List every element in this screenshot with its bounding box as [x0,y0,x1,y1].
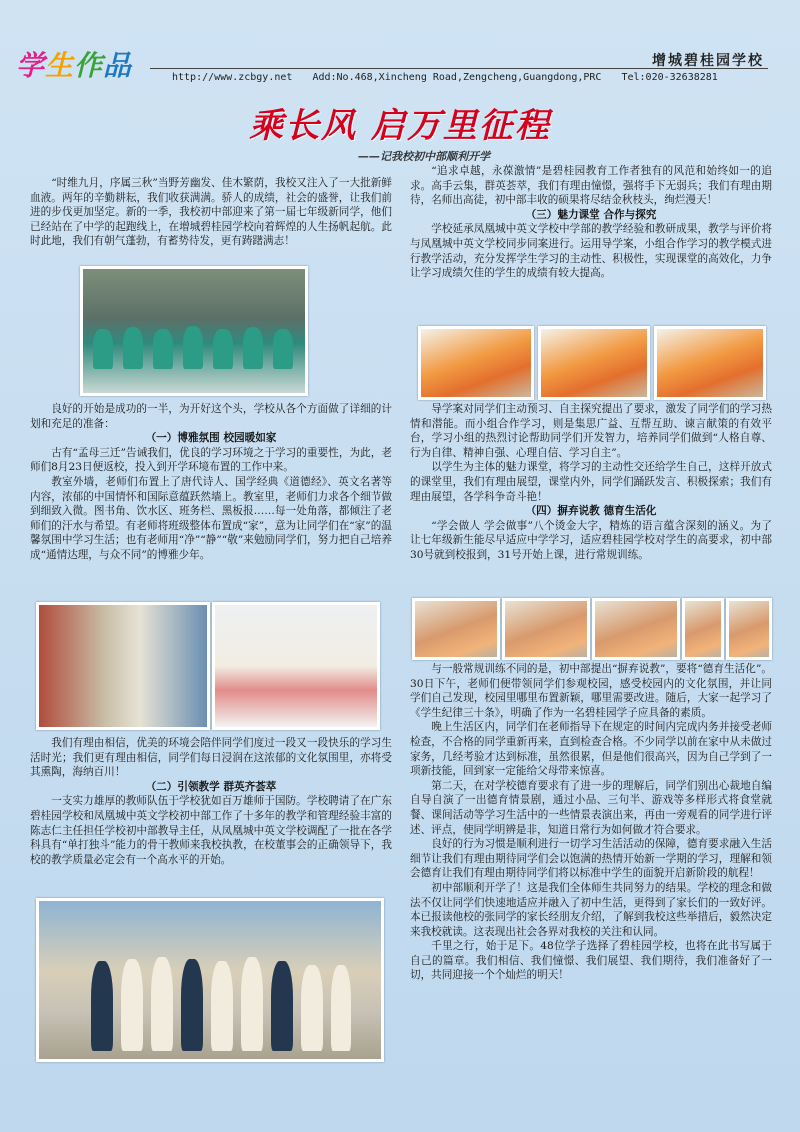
photo-activity-4 [682,598,724,660]
left-intro [30,176,392,249]
page-title: 乘长风 启万里征程 [249,106,551,146]
paragraph: “时维九月，序属三秋”当野芳幽发、佳木繁荫，我校又注入了一大批新鲜血液。两年的辛勤耕耘，我们收获满满。骄人的成绩，社会的盛誉，让我们前进的步伐更加坚定。新的一季，我校初中部迎来了第一届七年级新同学，他们已经站在了中学的起跑线上，在增城碧桂园学校向着辉煌的人生扬帆起航。此时此地，我们有朝气蓬勃，有蓄势待发，更有踌躇满志！ [30,177,392,248]
school-name: 增城碧桂园学校 [652,53,764,69]
paragraph: 一支实力雄厚的教师队伍于学校犹如百万雄师于国防。学校聘请了在广东碧桂园学校和凤凰城中英文学校初中部工作了十多年的教学和管理经验丰富的陈志仁主任担任学校初中部教导主任，从凤凰城中英文学校调配了一批在各学科具有“单打独斗”能力的骨干教师来我校执教，在校董事会的正确领导下，我校的教学质量必定会有一个高水平的开始。 [30,795,392,866]
section-heading: （四）摒弃说教 德育生活化 [525,505,657,518]
photo-lesson-1 [418,326,534,400]
section-heading: （一）博雅氛围 校园暖如家 [145,432,277,445]
photo-activity-2 [502,598,590,660]
paragraph: “学会做人 学会做事”八个烫金大字，精炼的语言蕴含深刻的涵义。为了让七年级新生能尽早适应中学学习，适应碧桂园学校对学生的高要求，初中部30号就到校报到，31号开始上课，进行常规训练。 [410,519,772,561]
photo-corridor [36,602,210,730]
paragraph: 以学生为主体的魅力课堂，将学习的主动性交还给学生自己，这样开放式的课堂里，我们有理由展望，课堂内外，同学们踊跃发言、积极探索；我们有理由展望，各学科争奇斗艳！ [410,461,772,503]
paragraph: 千里之行，始于足下。48位学子选择了碧桂园学校，也将在此书写属于自己的篇章。我们相信、我们憧憬、我们展望、我们期待，我们准备好了一切，共同迎接一个个灿烂的明天！ [410,940,772,982]
photo-teachers [36,898,384,1062]
left-section-one [30,402,392,563]
header-divider [150,68,768,69]
photo-image [83,269,305,393]
paragraph: “追求卓越，永葆激情”是碧桂园教育工作者独有的风范和始终如一的追求。高手云集，群英荟萃，我们有理由憧憬，强将手下无弱兵；我们有理由期待，名师出高徒，初中部丰收的硕果将尽结金秋枝头，绚烂漫天！ [410,165,772,207]
photo-image [505,601,587,657]
contact-line [172,72,718,83]
paragraph: 晚上生活区内，同学们在老师指导下在规定的时间内完成内务并接受老师检查，不合格的同学重新再来，直到检查合格。不少同学以前在家中从未做过家务，几经考验才达到标准，虽然很累，但是他们很高兴，因为自己学到了一项新技能，回到家一定能给父母带来惊喜。 [410,721,772,778]
photo-image [729,601,769,657]
paragraph: 初中部顺利开学了！这是我们全体师生共同努力的结果。学校的理念和做法不仅让同学们快速地适应并融入了初中生活，更得到了家长们的一致好评。本已报读他校的张同学的家长经朋友介绍，了解到我校这些举措后，毅然决定来我校就读。这表现出社会各界对我校的关注和认同。 [410,881,772,938]
photo-image [541,329,647,397]
page-subtitle: ——记我校初中部顺利开学 [358,150,490,163]
paragraph: 良好的行为习惯是顺利进行一切学习生活活动的保障，德育要求融入生活细节让我们有理由期待同学们会以饱满的热情开始新一学期的学习，理解和领会德育让我们有理由期待同学们将以标准中学生的面貌开启新阶段的航程！ [410,838,772,880]
paragraph: 与一般常规训练不同的是，初中部提出“摒弃说教”，要将“德育生活化”。30日下午，老师们便带领同学们参观校园，感受校园内的文化氛围，并让同学们自己发现，校园里哪里布置新颖，哪里需要改进。随后，大家一起学习了《学生纪律三十条》，明确了作为一名碧桂园学子应具备的素质。 [410,663,772,719]
section-heading: （三）魅力课堂 合作与探究 [525,208,657,221]
column-logo: 学生作品 [16,49,133,82]
paragraph: 导学案对同学们主动预习、自主探究提出了要求，激发了同学们的学习热情和潜能。而小组合作学习，则是集思广益、互帮互助、谏言献策的有效平台，学习小组的热烈讨论帮助同学们开发智力，培养同学们做到“人格自尊、行为自律、精神自强、心理自信、学习自主”。 [410,403,772,459]
photo-image [657,329,763,397]
photo-assembly [80,266,308,396]
photo-image [39,605,207,727]
paragraph: 良好的开始是成功的一半，为开好这个头，学校从各个方面做了详细的计划和充足的准备： [30,403,392,430]
paragraph: 古有“孟母三迁”告诫我们，优良的学习环境之于学习的重要性，为此，老师们8月23日便返校，投入到开学环境布置的工作中来。 [30,446,392,474]
photo-lesson-3 [654,326,766,400]
paragraph: 教室外墙，老师们布置上了唐代诗人、国学经典《道德经》、英文名著等内容，浓郁的中国情怀和国际意蕴跃然墙上。教室里，老师们力求各个细节做到细致入微。图书角、饮水区、班务栏、黑板报……每一处角落，都倾注了老师们的汗水与希望。有老师将班级整体布置成“家”，意为让同学们在“家”的温馨氛围中学习生活；也有老师用“净”“静”“敬”来勉励同学们，努力把自己培养成“通情达理，与众不同”的博雅少年。 [30,475,392,561]
photo-lesson-2 [538,326,650,400]
paragraph: 我们有理由相信，优美的环境会陪伴同学们度过一段又一段快乐的学习生活时光；我们更有理由相信，同学们每日浸润在这浓郁的文化氛围里，亦将受其熏陶，海纳百川！ [30,737,392,779]
paragraph: 第二天，在对学校德育要求有了进一步的理解后，同学们别出心裁地自编自导自演了一出德育情景剧，通过小品、三句半、游戏等多样形式将食堂就餐、课间活动等学习生活中的一些情景表演出来，再由一旁观看的同学进行评述、评点，使同学明辨是非，知道日常行为如何做才符合要求。 [410,779,772,836]
photo-image [215,605,377,727]
phone-text: Tel:020-32638281 [621,72,718,83]
photo-image [415,601,497,657]
right-closing [410,662,772,983]
photo-image [685,601,721,657]
photo-classroom-board [212,602,380,730]
paragraph: 学校延承凤凰城中英文学校中学部的教学经验和教研成果，教学与评价将与凤凰城中英文学校同步同案进行。运用导学案，小组合作学习的教学模式进行教学活动，充分发挥学生学习的主动性、积极性，实现课堂的高效化，力争让学习成绩欠佳的学生的成绩有较大提高。 [410,223,772,280]
website-link[interactable]: http://www.zcbgy.net [172,72,293,83]
address-text: Add:No.468,Xincheng Road,Zengcheng,Guangdong,PRC [312,72,602,83]
left-section-two [30,736,392,867]
right-section-three [410,164,772,281]
right-section-four [410,402,772,563]
photo-activity-3 [592,598,680,660]
photo-image [421,329,531,397]
photo-image [595,601,677,657]
section-heading: （二）引领教学 群英齐荟萃 [145,780,277,793]
photo-activity-5 [726,598,772,660]
photo-activity-1 [412,598,500,660]
photo-image [39,901,381,1059]
